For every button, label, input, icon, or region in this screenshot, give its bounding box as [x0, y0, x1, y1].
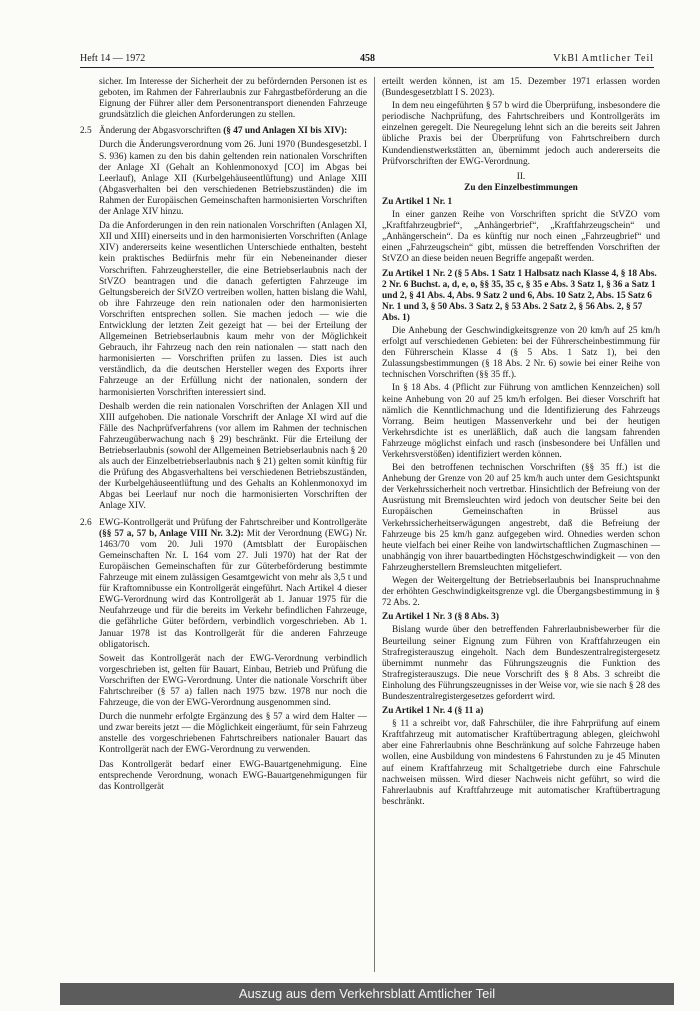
section-number: 2.5: [80, 126, 92, 137]
paragraph: Soweit das Kontrollgerät nach der EWG-Verordnung verbindlich vorgeschrieben ist, gelten für Bauart, Einbau, Betrieb und Prüfung die Vorschriften der EWG-Verordnung. Unter die nationale Vorschrift über Fahrtschreiber (§ 57 a) fallen nach 1975 bzw. 1978 nur noch die Fahrzeuge, die von der EWG-Verordnung ausgenommen sind.: [99, 653, 367, 709]
column-divider: [374, 77, 375, 972]
intro-paragraph: sicher. Im Interesse der Sicherheit der zu befördernden Personen ist es geboten, im Rahmen der Fahrerlaubnis zur Fahrgastbeförderung an die Eignung der Führer aller dem Personentransport dienenden Fahrzeuge grundsätzlich die gleichen Anforderungen zu stellen.: [99, 77, 367, 121]
article-heading: Zu Artikel 1 Nr. 4 (§ 11 a): [382, 706, 484, 717]
article-heading: Zu Artikel 1 Nr. 2 (§ 5 Abs. 1 Satz 1 Halbsatz nach Klasse 4, § 18 Abs. 2 Nr. 6 Buchst. a, d, e, o, §§ 35, 35 c, § 35 e Abs. 3 Satz 1, § 36 a Satz 1 und 2, § 41 Abs. 4, Abs. 9 Satz 2 und 6, Abs. 10 Satz 2, Abs. 15 Satz 6 Nr. 1 und 3, § 50 Abs. 3 Satz 2, § 53 Abs. 2 Satz 2, § 56 Abs. 2, § 57 Abs. 1): [382, 268, 657, 323]
section-number: 2.6: [80, 517, 92, 528]
intro-block: [80, 77, 367, 124]
section-2-5: [80, 126, 367, 515]
paragraph: Das Kontrollgerät bedarf einer EWG-Bauartgenehmigung. Eine entsprechende Verordnung, wonach EWG-Bauartgenehmigungen für das Kontrollgerät: [99, 759, 367, 792]
paragraph: Wegen der Weitergeltung der Betriebserlaubnis bei Inanspruchnahme der erhöhten Geschwindigkeitsgrenze vgl. die Übergangsbestimmung in § 72 Abs. 2.: [382, 576, 660, 609]
paragraph: Da die Anforderungen in den rein nationalen Vorschriften (Anlagen XI, XII und XIII) einerseits und in den harmonisierten Vorschriften (Anlage XIV) andererseits keine wesentlichen Unterschiede enthalten, besteht kein praktisches Bedürfnis mehr für ein Nebeneinander dieser Vorschriften. Fahrzeughersteller, die eine Betriebserlaubnis nach der StVZO beantragen und die danach gefertigten Fahrzeuge im Geltungsbereich der StVZO vertreiben wollen, hatten bislang die Wahl, ob ihre Fahrzeuge den rein nationalen oder den harmonisierten Vorschriften entsprechen sollen. Sie machen jedoch — wie die Entwicklung der letzten Zeit gezeigt hat — bei der Erteilung der Allgemeinen Betriebserlaubnis kaum mehr von der Möglichkeit Gebrauch, ihr Fahrzeug nach den rein nationalen — statt nach den harmonisierten — Vorschriften prüfen zu lassen. Dies ist auch verständlich, da die deutschen Hersteller wegen des Exports ihrer Fahrzeuge an der Erfüllung nicht der nationalen, sondern der harmonisierten Vorschriften interessiert sind.: [99, 221, 367, 398]
section-title: Zu den Einzelbestimmungen: [464, 182, 578, 193]
article-heading: Zu Artikel 1 Nr. 1: [382, 196, 453, 207]
section-roman-numeral: II.: [516, 171, 526, 182]
right-column: [382, 77, 660, 972]
page-number: 458: [360, 53, 375, 64]
journal-title: VkBl Amtlicher Teil: [553, 53, 654, 64]
footer-banner: Auszug aus dem Verkehrsblatt Amtlicher Teil: [60, 983, 674, 1005]
section-heading: Änderung der Abgasvorschriften (§ 47 und Anlagen XI bis XIV):: [99, 126, 348, 137]
left-column: [80, 77, 367, 972]
paragraph: Bislang wurde über den betreffenden Fahrerlaubnisbewerber für die Beurteilung seiner Eignung zum Führen von Kraftfahrzeugen ein Strafregisterauszug eingeholt. Nach dem Bundeszentralregistergesetz übernimmt nunmehr das Führungszeugnis die Funktion des Strafregisterauszugs. Die neue Vorschrift des § 8 Abs. 3 schreibt die Einholung des Führungszeugnisses in der Weise vor, wie sie nach § 28 des Bundeszentralregistergesetzes geforderrt wird.: [382, 625, 660, 702]
paragraph: Durch die Änderungsverordnung vom 26. Juni 1970 (Bundesgesetzbl. I S. 936) kamen zu den bis dahin geltenden rein nationalen Vorschriften der Anlage XI (Gehalt an Kohlenmonoxyd [CO] im Abgas bei Leerlauf), Anlage XII (Kurbelgehäuseentlüftung) und Anlage XIII (Abgasverhalten bei den verschiedenen Betriebszuständen) die im Rahmen der Europäischen Gemeinschaften harmonisierten Vorschriften der Anlage XIV hinzu.: [99, 140, 367, 218]
issue-label: Heft 14 — 1972: [80, 53, 146, 64]
paragraph: In dem neu eingeführten § 57 b wird die Überprüfung, insbesondere die periodische Nachprüfung, des Fahrtschreibers und Kontrollgeräts im einzelnen geregelt. Die Neuregelung lehnt sich an die bereits seit Jahren übliche Praxis bei der Überprüfung von Fahrtschreibern durch Kundendienstwerkstätten an, übernimmt jedoch auch andererseits die Prüfvorschriften der EWG-Verordnung.: [382, 101, 660, 167]
paragraph: In einer ganzen Reihe von Vorschriften spricht die StVZO vom „Kraftfahrzeugbrief“, „Anhängerbrief“, „Kraftfahrzeugschein“ und „Anhängerschein“. Da es künftig nur noch einen „Fahrzeugbrief“ und einen „Fahrzeugschein“ gibt, müssen die betreffenden Vorschriften der StVZO an diese beiden neuen Begriffe angepaßt werden.: [382, 210, 660, 265]
paragraph: In § 18 Abs. 4 (Pflicht zur Führung von amtlichen Kennzeichen) soll keine Anhebung von 20 auf 25 km/h erfolgen. Bei dieser Vorschrift hat nämlich die Kenntlichmachung und die Identifizierung des Fahrzeugs Vorrang. Beim heutigen Massenverkehr und bei der heutigen Verkehrsdichte ist es unerläßlich, daß auch die langsam fahrenden Fahrzeuge möglichst einfach und rasch (insbesondere bei Unfällen und Verkehrsverstößen) identifiziert werden können.: [382, 383, 660, 460]
section-heading: EWG-Kontrollgerät und Prüfung der Fahrtschreiber und Kontrollgeräte (§§ 57 a, 57 b, Anlage VIII Nr. 3.2): Mit der Verordnung (EWG) Nr. 1463/70 vom 20. Juli 1970 (Amtsblatt der Europäischen Gemeinschaften Nr. L 164 vom 27. Juli 1970) hat der Rat der Europäischen Gemeinschaften für zur Güterbeförderung bestimmte Fahrzeuge mit einem zulässigen Gesamtgewicht von mehr als 3,5 t und für Kraftomnibusse ein Kontrollgerät eingeführt. Nach Artikel 4 dieser EWG-Verordnung wird das Kontrollgerät ab 1. Januar 1975 für die Neufahrzeuge und für die bereits im Verkehr befindlichen Fahrzeuge, die gefährliche Güter befördern, verbindlich vorgeschrieben. Ab 1. Januar 1978 ist das Kontrollgerät für die anderen Fahrzeuge obligatorisch.: [99, 517, 367, 650]
paragraph: Deshalb werden die rein nationalen Vorschriften der Anlagen XII und XIII aufgehoben. Die nationale Vorschrift der Anlage XI wird auf die Fälle des Nachprüfverfahrens (vor allem im Rahmen der technischen Fahrzeugüberwachung nach § 29) beschränkt. Für die Erteilung der Betriebserlaubnis (sowohl der Allgemeinen Betriebserlaubnis nach § 20 als auch der Einzelbetriebserlaubnis nach § 21) gelten somit künftig für die Prüfung des Abgasverhaltens bei verschiedenen Betriebszuständen, der Kurbelgehäuseentlüftung und des Gehalts an Kohlenmonoxyd im Abgas bei Leerlauf nur noch die harmonisierten Vorschriften der Anlage XIV.: [99, 401, 367, 512]
running-header: [80, 51, 654, 68]
section-2-6: [80, 518, 367, 796]
paragraph: erteilt werden können, ist am 15. Dezember 1971 erlassen worden (Bundesgesetzblatt I S. 2023).: [382, 77, 660, 99]
article-heading: Zu Artikel 1 Nr. 3 (§ 8 Abs. 3): [382, 612, 499, 623]
paragraph: Bei den betroffenen technischen Vorschriften (§§ 35 ff.) ist die Anhebung der Grenze von 20 auf 25 km/h auch unter dem Gesichtspunkt der Verkehrssicherheit noch vertretbar. Hinsichtlich der Befreiung von der Ausrüstung mit Bremsleuchten wird jedoch von deutscher Seite bei den Europäischen Gemeinschaften in Brüssel aus Verkehrssicherheitserwägungen angestrebt, daß die Befreiung der Fahrzeuge bis 25 km/h ganz aufgegeben wird. Ohnedies werden schon heute vielfach bei einer Reihe von landwirtschaftlichen Zugmaschinen — unabhängig von ihrer bauartbedingten Höchstgeschwindigkeit — von den Fahrzeugherstellern Bremsleuchten mitgeliefert.: [382, 463, 660, 573]
paragraph: Die Anhebung der Geschwindigkeitsgrenze von 20 km/h auf 25 km/h erfolgt auf verschiedenen Gebieten: bei der Führerscheinbestimmung für den Führerschein Klasse 4 (§ 5 Abs. 1 Satz 1), bei den Zulassungsbestimmungen (§ 18 Abs. 2 Nr. 6) sowie bei einer Reihe von technischen Vorschriften (§§ 35 ff.).: [382, 325, 660, 381]
paragraph: § 11 a schreibt vor, daß Fahrschüler, die ihre Fahrprüfung auf einem Kraftfahrzeug mit automatischer Kraftübertragung ablegen, gleichwohl aber eine Fahrerlaubnis ohne Beschränkung auf solche Fahrzeuge haben wollen, eine Ausbildung von mindestens 6 Fahrstunden zu je 45 Minuten auf einem Kraftfahrzeug mit Schaltgetriebe durch eine Fahrschule nachweisen müssen. Wird dieser Nachweis nicht geführt, so wird die Fahrerlaubnis auf Kraftfahrzeuge mit automatischer Kraftübertragung beschränkt.: [382, 719, 660, 807]
paragraph: Durch die nunmehr erfolgte Ergänzung des § 57 a wird dem Halter — und zwar bereits jetzt — die Möglichkeit eingeräumt, für sein Fahrzeug anstelle des vorgeschriebenen Fahrtschreibers nationaler Bauart das Kontrollgerät nach der EWG-Verordnung zu verwenden.: [99, 712, 367, 756]
